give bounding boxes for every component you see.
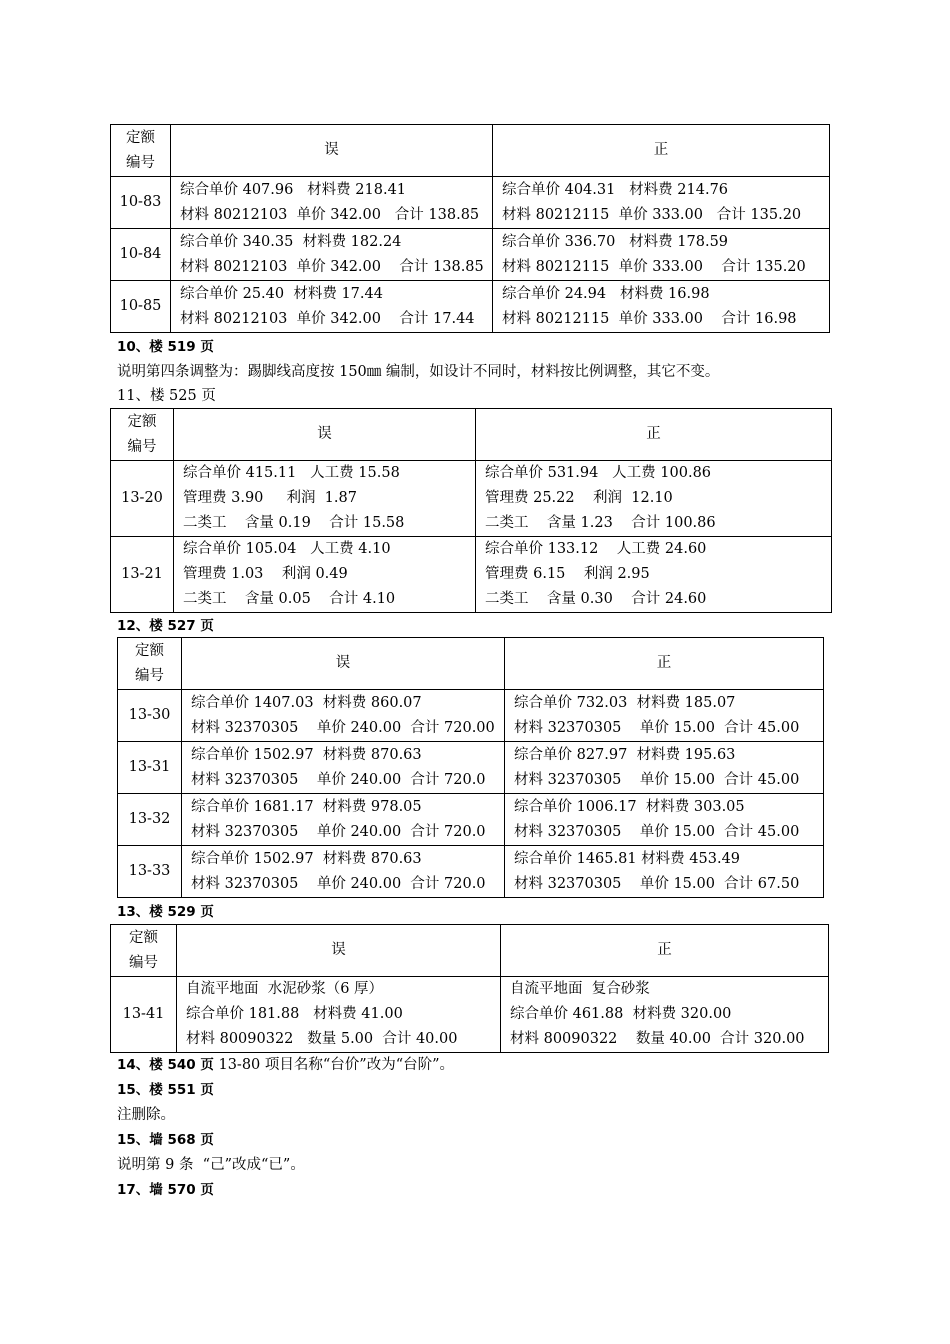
right-header: 正 [505, 638, 824, 690]
quota-code: 10-85 [111, 281, 171, 333]
code-header: 定额 编号 [118, 638, 182, 690]
quota-code: 13-31 [118, 742, 182, 794]
wrong-cell: 综合单价 1407.03 材料费 860.07 材料 32370305 单价 240.00 合计 720.00 [182, 690, 505, 742]
quota-code: 13-33 [118, 846, 182, 898]
code-header: 定额 编号 [111, 925, 177, 977]
quota-code: 13-32 [118, 794, 182, 846]
note-10: 说明第四条调整为：踢脚线高度按 150㎜ 编制，如设计不同时，材料按比例调整，其它不变。 [117, 364, 720, 380]
table-row [118, 690, 824, 742]
section-heading-15a: 15、楼 551 页 [117, 1082, 214, 1098]
section-heading-17: 17、墙 570 页 [117, 1182, 214, 1198]
right-cell: 综合单价 1465.81 材料费 453.49 材料 32370305 单价 15.00 合计 67.50 [505, 846, 824, 898]
right-cell: 综合单价 336.70 材料费 178.59 材料 80212115 单价 333.00 合计 135.20 [493, 229, 830, 281]
right-cell: 综合单价 133.12 人工费 24.60 管理费 6.15 利润 2.95 二类工 含量 0.30 合计 24.60 [476, 537, 832, 613]
right-cell: 综合单价 1006.17 材料费 303.05 材料 32370305 单价 15.00 合计 45.00 [505, 794, 824, 846]
correction-table-2 [110, 408, 832, 613]
correction-table-1 [110, 124, 830, 333]
wrong-cell: 综合单价 25.40 材料费 17.44 材料 80212103 单价 342.00 合计 17.44 [171, 281, 493, 333]
table-row [111, 977, 829, 1053]
code-header: 定额 编号 [111, 409, 174, 461]
section-14 [117, 1055, 454, 1075]
right-header: 正 [476, 409, 832, 461]
table-row [118, 742, 824, 794]
wrong-cell: 自流平地面 水泥砂浆（6 厚） 综合单价 181.88 材料费 41.00 材料 80090322 数量 5.00 合计 40.00 [177, 977, 501, 1053]
wrong-cell: 综合单价 340.35 材料费 182.24 材料 80212103 单价 342.00 合计 138.85 [171, 229, 493, 281]
section-heading-10: 10、楼 519 页 [117, 339, 214, 355]
wrong-cell: 综合单价 105.04 人工费 4.10 管理费 1.03 利润 0.49 二类工 含量 0.05 合计 4.10 [174, 537, 476, 613]
note-15a: 注删除。 [117, 1107, 175, 1123]
section-heading-13: 13、楼 529 页 [117, 904, 214, 920]
wrong-cell: 综合单价 1681.17 材料费 978.05 材料 32370305 单价 240.00 合计 720.0 [182, 794, 505, 846]
table-row [118, 846, 824, 898]
wrong-header: 误 [174, 409, 476, 461]
right-header: 正 [493, 125, 830, 177]
quota-code: 10-84 [111, 229, 171, 281]
note-15b: 说明第 9 条 “己”改成“已”。 [117, 1157, 305, 1173]
right-cell: 综合单价 404.31 材料费 214.76 材料 80212115 单价 333.00 合计 135.20 [493, 177, 830, 229]
section-heading-11: 11、楼 525 页 [117, 388, 216, 404]
right-header: 正 [501, 925, 829, 977]
table-row [118, 794, 824, 846]
table-row [111, 461, 832, 537]
section-heading-12: 12、楼 527 页 [117, 618, 214, 634]
table-row [111, 177, 830, 229]
note-14: 13-80 项目名称“台价”改为“台阶”。 [213, 1057, 455, 1073]
table-row [111, 281, 830, 333]
wrong-header: 误 [171, 125, 493, 177]
right-cell: 综合单价 24.94 材料费 16.98 材料 80212115 单价 333.00 合计 16.98 [493, 281, 830, 333]
quota-code: 13-21 [111, 537, 174, 613]
quota-code: 13-20 [111, 461, 174, 537]
section-heading-15b: 15、墙 568 页 [117, 1132, 214, 1148]
wrong-header: 误 [182, 638, 505, 690]
right-cell: 自流平地面 复合砂浆 综合单价 461.88 材料费 320.00 材料 80090322 数量 40.00 合计 320.00 [501, 977, 829, 1053]
wrong-cell: 综合单价 1502.97 材料费 870.63 材料 32370305 单价 240.00 合计 720.0 [182, 846, 505, 898]
quota-code: 13-30 [118, 690, 182, 742]
code-header: 定额 编号 [111, 125, 171, 177]
right-cell: 综合单价 827.97 材料费 195.63 材料 32370305 单价 15.00 合计 45.00 [505, 742, 824, 794]
table-row [111, 537, 832, 613]
wrong-cell: 综合单价 407.96 材料费 218.41 材料 80212103 单价 342.00 合计 138.85 [171, 177, 493, 229]
quota-code: 10-83 [111, 177, 171, 229]
correction-table-3 [117, 637, 824, 898]
quota-code: 13-41 [111, 977, 177, 1053]
table-row [111, 229, 830, 281]
right-cell: 综合单价 732.03 材料费 185.07 材料 32370305 单价 15.00 合计 45.00 [505, 690, 824, 742]
right-cell: 综合单价 531.94 人工费 100.86 管理费 25.22 利润 12.10 二类工 含量 1.23 合计 100.86 [476, 461, 832, 537]
correction-table-4 [110, 924, 829, 1053]
wrong-header: 误 [177, 925, 501, 977]
wrong-cell: 综合单价 415.11 人工费 15.58 管理费 3.90 利润 1.87 二类工 含量 0.19 合计 15.58 [174, 461, 476, 537]
wrong-cell: 综合单价 1502.97 材料费 870.63 材料 32370305 单价 240.00 合计 720.0 [182, 742, 505, 794]
section-heading-14: 14、楼 540 页 [117, 1057, 214, 1073]
